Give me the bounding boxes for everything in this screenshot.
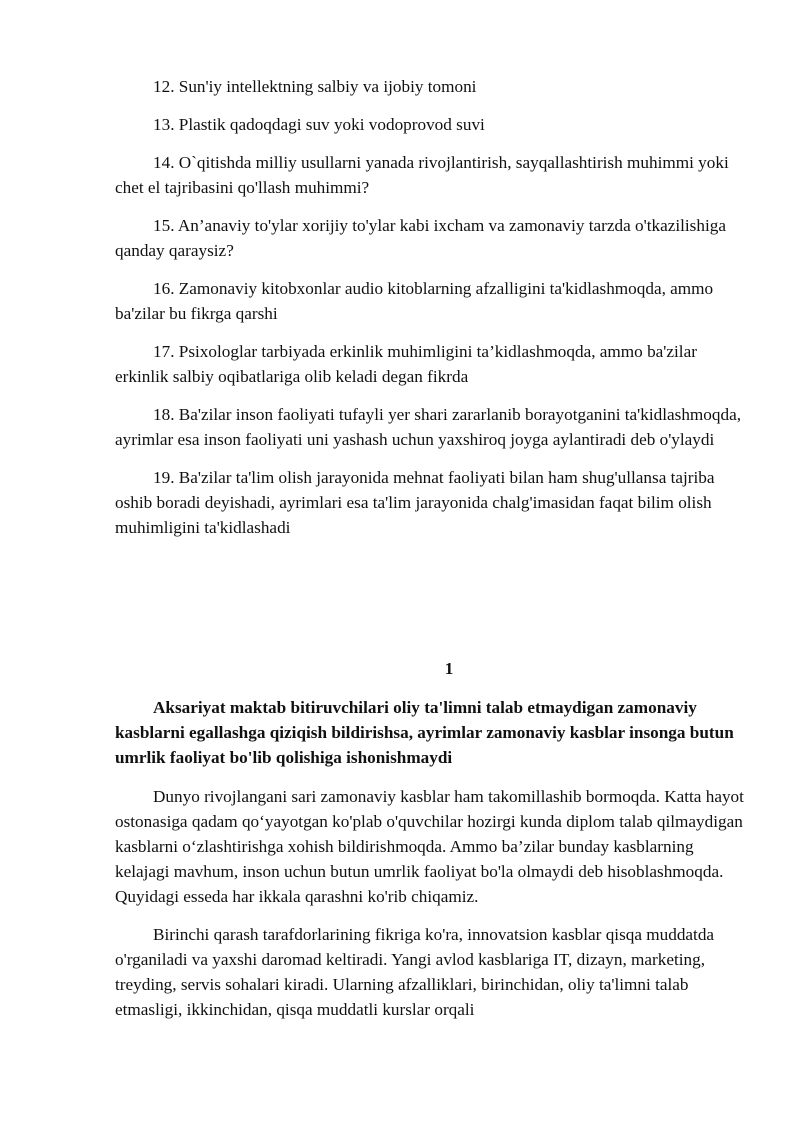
essay-title: Aksariyat maktab bitiruvchilari oliy ta'limni talab etmaydigan zamonaviy kasblarni egallashga qiziqish bildirishsa, ayrimlar zamonaviy kasblar insonga butun umrlik faoliyat bo'lib qolishiga ishonishmaydi — [115, 698, 734, 767]
essay-body — [115, 784, 745, 1035]
list-item: 16. Zamonaviy kitobxonlar audio kitoblarning afzalligini ta'kidlashmoqda, ammo ba'zilar bu fikrga qarshi — [115, 279, 714, 323]
essay-paragraph: Dunyo rivojlangani sari zamonaviy kasblar ham takomillashib bormoqda. Katta hayot ostonasiga qadam qo‘yayotgan ko'plab o'quvchilar hozirgi kunda diplom talab qilmaydigan kasblarni o‘zlashtirishga xohish bildirishmoqda. Ammo ba’zilar bunday kasblarning kelajagi mavhum, inson uchun butun umrlik faoliyat bo'la olmaydi deb hisoblashmoqda. Quyidagi esseda har ikkala qarashni ko'rib chiqamiz. — [115, 787, 744, 906]
list-item: 18. Ba'zilar inson faoliyati tufayli yer shari zararlanib borayotganini ta'kidlashmoqda, ayrimlar esa inson faoliyati uni yashash uchun yaxshiroq joyga aylantiradi deb o'ylaydi — [115, 405, 742, 449]
list-item: 12. Sun'iy intellektning salbiy va ijobiy tomoni — [153, 77, 477, 96]
list-item: 19. Ba'zilar ta'lim olish jarayonida mehnat faoliyati bilan ham shug'ullansa tajriba oshib boradi deyishadi, ayrimlari esa ta'lim jarayonida chalg'imasidan faqat bilim olish muhimligini ta'kidlashadi — [115, 468, 715, 537]
essay-number: 1 — [444, 659, 454, 678]
essay-paragraph: Birinchi qarash tarafdorlarining fikriga ko'ra, innovatsion kasblar qisqa muddatda o'rganiladi va yaxshi daromad keltiradi. Yangi avlod kasblariga IT, dizayn, marketing, treyding, servis sohalari kiradi. Ularning afzalliklari, birinchidan, oliy ta'limni talab etmasligi, ikkinchidan, qisqa muddatli kurslar orqali — [115, 925, 715, 1019]
list-item: 17. Psixologlar tarbiyada erkinlik muhimligini ta’kidlashmoqda, ammo ba'zilar erkinlik salbiy oqibatlariga olib keladi degan fikrda — [115, 342, 697, 386]
list-item: 14. O`qitishda milliy usullarni yanada rivojlantirish, sayqallashtirish muhimmi yoki chet el tajribasini qo'llash muhimmi? — [115, 153, 729, 197]
topic-list — [115, 74, 745, 553]
essay-title-block — [115, 695, 745, 770]
list-item: 15. An’anaviy to'ylar xorijiy to'ylar kabi ixcham va zamonaviy tarzda o'tkazilishiga qanday qaraysiz? — [115, 216, 726, 260]
list-item: 13. Plastik qadoqdagi suv yoki vodoprovod suvi — [153, 115, 485, 134]
